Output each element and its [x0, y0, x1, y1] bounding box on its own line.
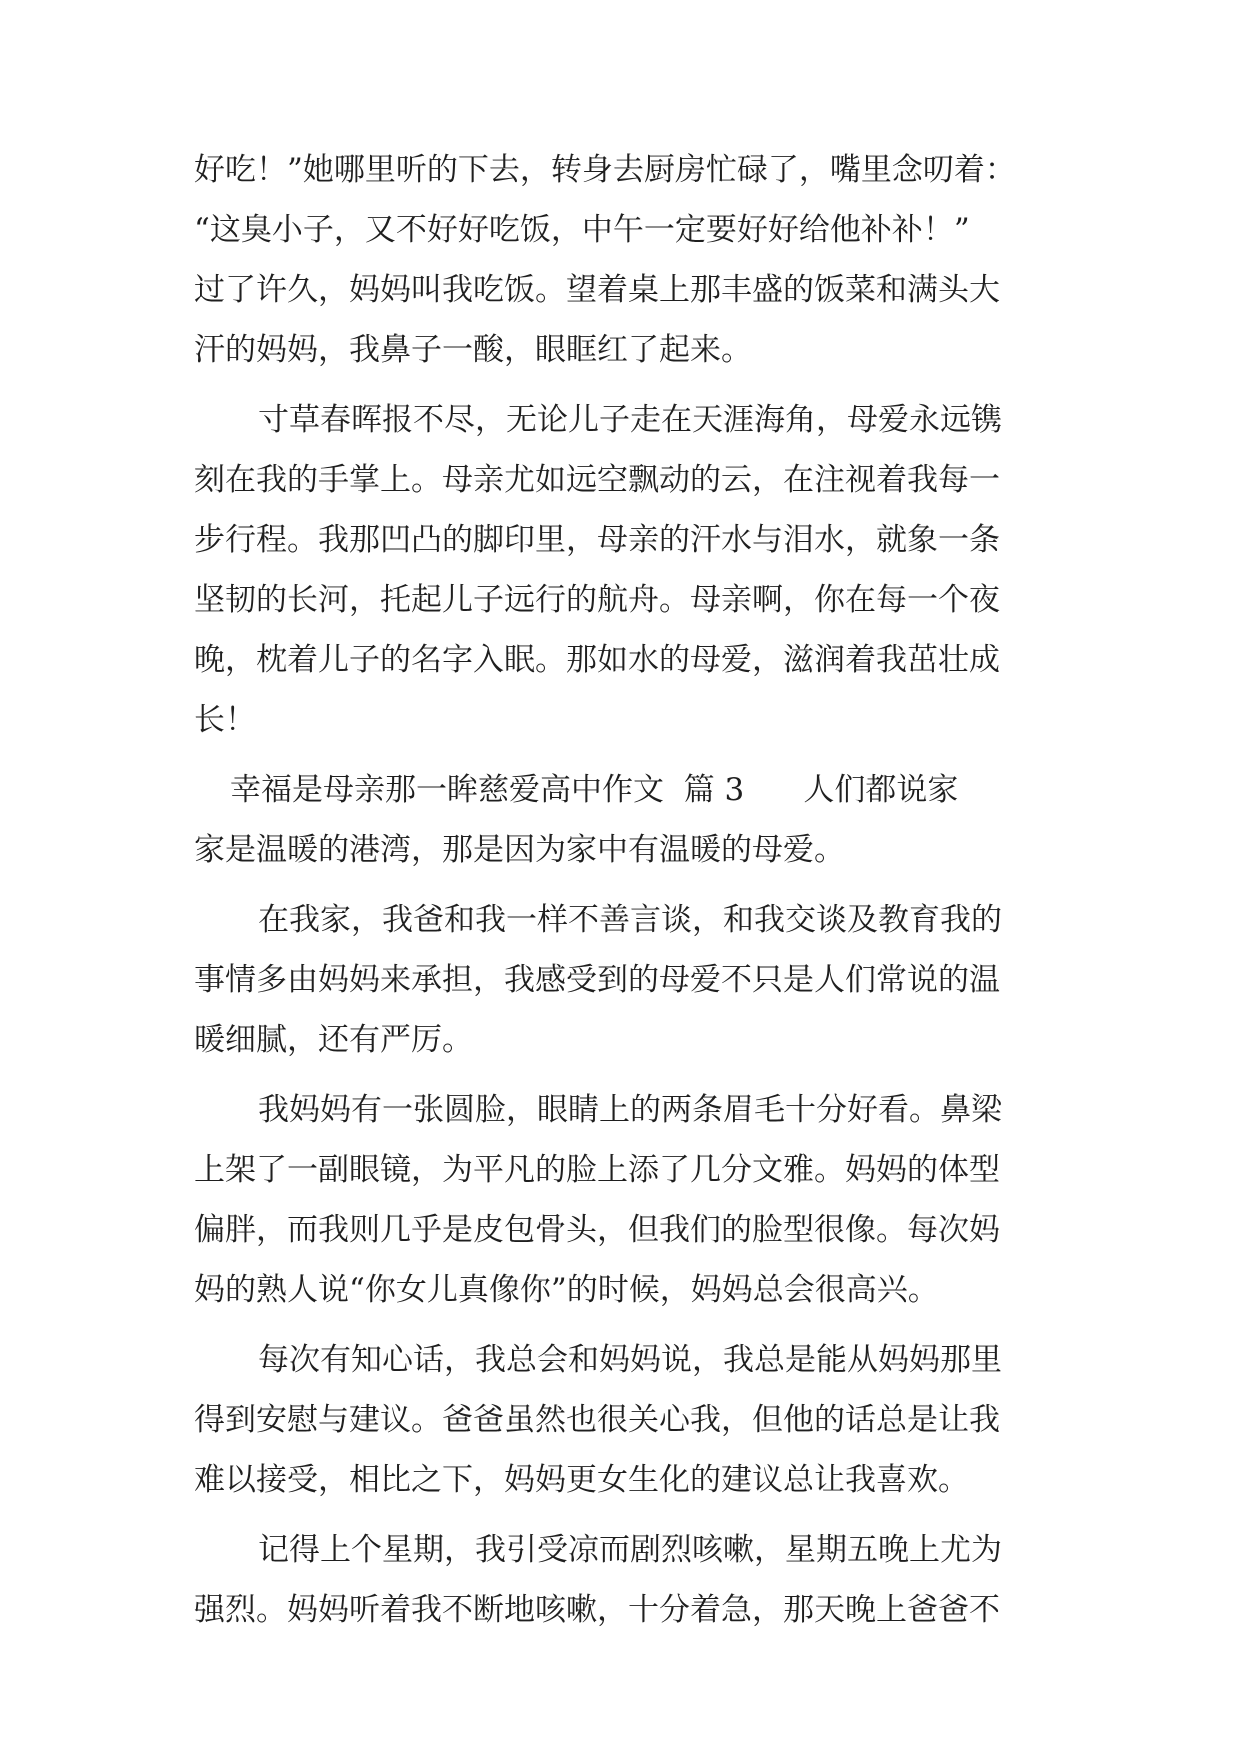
paragraph-first-line: 在我家，我爸和我一样不善言谈，和我交谈及教育我的: [258, 902, 1002, 938]
text-line: 刻在我的手掌上。母亲尤如远空飘动的云，在注视着我每一: [194, 462, 1000, 498]
text-line: 好吃！”她哪里听的下去，转身去厨房忙碌了，嘴里念叨着：: [194, 152, 1016, 188]
text-line: 过了许久，妈妈叫我吃饭。望着桌上那丰盛的饭菜和满头大: [194, 272, 1000, 308]
text-line: 事情多由妈妈来承担，我感受到的母爱不只是人们常说的温: [194, 962, 1000, 998]
text-line: 妈的熟人说“你女儿真像你”的时候，妈妈总会很高兴。: [194, 1272, 939, 1308]
paragraph-first-line: 我妈妈有一张圆脸，眼睛上的两条眉毛十分好看。鼻梁: [258, 1092, 1002, 1128]
paragraph-first-line: 寸草春晖报不尽，无论儿子走在天涯海角，母爱永远镌: [258, 402, 1002, 438]
text-line: 强烈。妈妈听着我不断地咳嗽，十分着急，那天晚上爸爸不: [194, 1592, 1000, 1628]
text-line: 难以接受，相比之下，妈妈更女生化的建议总让我喜欢。: [194, 1462, 969, 1498]
text-line: 上架了一副眼镜，为平凡的脸上添了几分文雅。妈妈的体型: [194, 1152, 1000, 1188]
text-line: 汗的妈妈，我鼻子一酸，眼眶红了起来。: [194, 332, 752, 368]
section-heading-line: 幸福是母亲那一眸慈爱高中作文 篇 3 人们都说家: [230, 772, 959, 808]
text-line: 得到安慰与建议。爸爸虽然也很关心我，但他的话总是让我: [194, 1402, 1000, 1438]
text-line: 暖细腻，还有严厉。: [194, 1022, 473, 1058]
paragraph-first-line: 每次有知心话，我总会和妈妈说，我总是能从妈妈那里: [258, 1342, 1002, 1378]
text-line: 长！: [194, 702, 256, 738]
text-line: 晚，枕着儿子的名字入眠。那如水的母爱，滋润着我茁壮成: [194, 642, 1000, 678]
text-line: 家是温暖的港湾，那是因为家中有温暖的母爱。: [194, 832, 845, 868]
paragraph-first-line: 记得上个星期，我引受凉而剧烈咳嗽，星期五晚上尤为: [258, 1532, 1002, 1568]
text-line: 坚韧的长河，托起儿子远行的航舟。母亲啊，你在每一个夜: [194, 582, 1000, 618]
text-line: 步行程。我那凹凸的脚印里，母亲的汗水与泪水，就象一条: [194, 522, 1000, 558]
text-line: 偏胖，而我则几乎是皮包骨头，但我们的脸型很像。每次妈: [194, 1212, 1000, 1248]
text-line: “这臭小子，又不好好吃饭，中午一定要好好给他补补！”: [194, 212, 970, 248]
